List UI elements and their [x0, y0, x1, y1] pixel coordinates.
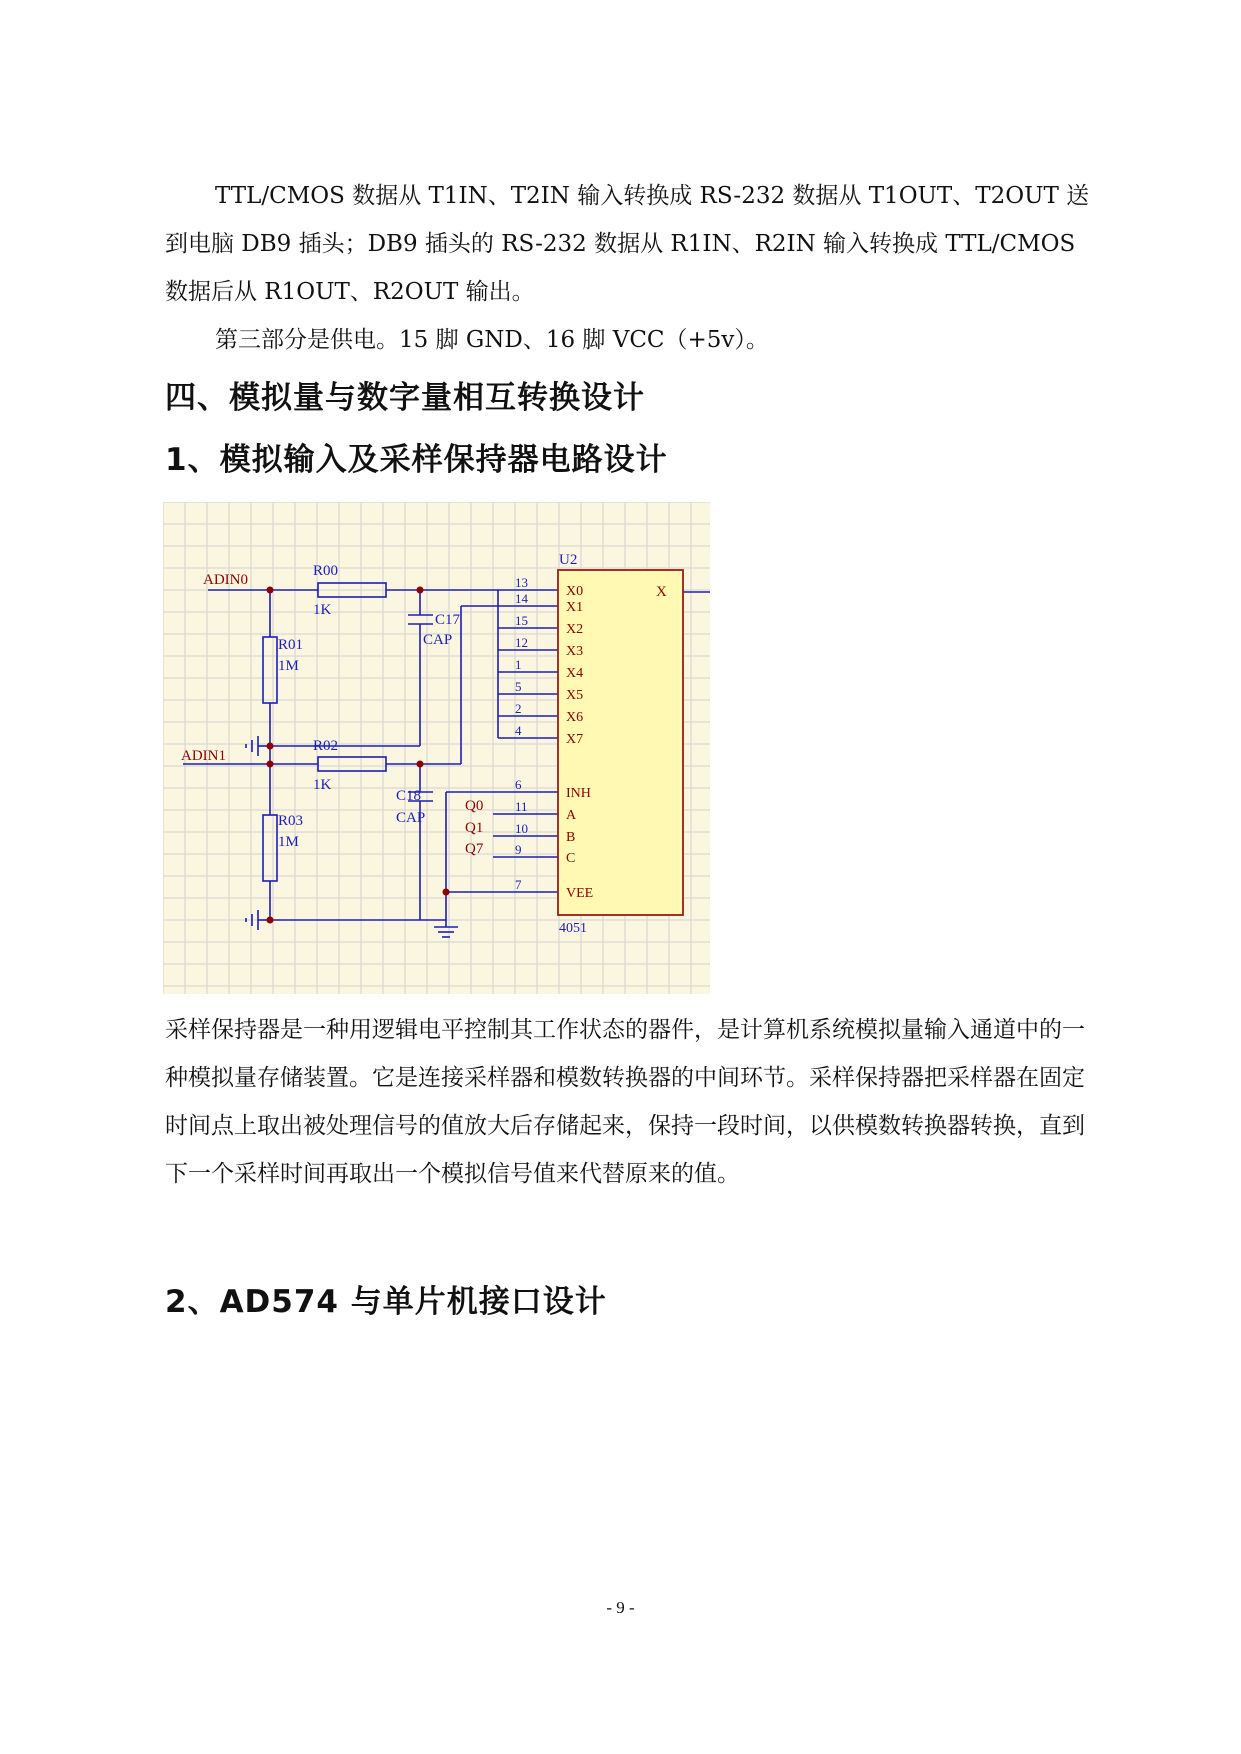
r02-value: 1K [313, 777, 332, 793]
section-heading: 四、模拟量与数字量相互转换设计 [165, 380, 645, 416]
chip-ref: U2 [559, 552, 578, 568]
c17-ref: C17 [435, 612, 461, 628]
pin-number: 13 [515, 575, 528, 590]
r00-ref: R00 [313, 563, 339, 579]
chip-pin-label: INH [566, 786, 591, 801]
chip-output: X [656, 584, 667, 600]
paragraph-sample-hold: 采样保持器是一种用逻辑电平控制其工作状态的器件，是计算机系统模拟量输入通道中的一种模拟量存储装置。它是连接采样器和模数转换器的中间环节。采样保持器把采样器在固定时间点上取出被处理信号的值放大后存储起来，保持一段时间，以供模数转换器转换，直到下一个采样时间再取出一个模拟信号值来代替原来的值。 [165, 1017, 1085, 1187]
chip-pin-label: X3 [566, 644, 584, 659]
pin-number: 2 [515, 701, 522, 716]
pin-number: 11 [515, 799, 528, 814]
subsection-heading-2: 2、AD574 与单片机接口设计 [165, 1284, 607, 1320]
chip-part: 4051 [559, 921, 587, 936]
chip-pin-label: X2 [566, 622, 584, 637]
paragraph-rs232: TTL/CMOS 数据从 T1IN、T2IN 输入转换成 RS-232 数据从 T1OUT、T2OUT 送到电脑 DB9 插头；DB9 插头的 RS-232 数据从 R1IN、R2IN 输入转换成 TTL/CMOS 数据后从 R1OUT、R2OUT 输出。 [165, 183, 1090, 305]
junction [443, 889, 450, 896]
net-q7: Q7 [465, 841, 484, 857]
r01-ref: R01 [278, 637, 304, 653]
junction [417, 587, 424, 594]
chip-pin-label: C [566, 851, 576, 866]
c17-value: CAP [423, 632, 453, 648]
pin-number: 10 [515, 821, 528, 836]
r03-ref: R03 [278, 813, 304, 829]
r03-value: 1M [278, 834, 299, 850]
net-adin0: ADIN0 [203, 572, 248, 588]
c18-value: CAP [396, 810, 426, 826]
net-q1: Q1 [465, 820, 484, 836]
chip-pin-label: A [566, 808, 577, 823]
circuit-schematic [163, 502, 710, 994]
paragraph-power: 第三部分是供电。15 脚 GND、16 脚 VCC（+5v）。 [215, 327, 769, 353]
chip-pin-label: X6 [566, 710, 584, 725]
pin-number: 6 [515, 777, 522, 792]
page-number: - 9 - [606, 1598, 635, 1617]
junction [267, 917, 274, 924]
junction [417, 761, 424, 768]
subsection-heading-1: 1、模拟输入及采样保持器电路设计 [165, 442, 668, 478]
chip-pin-label: B [566, 830, 576, 845]
c18-ref: C18 [396, 788, 422, 804]
pin-number: 14 [515, 591, 528, 606]
pin-number: 7 [515, 877, 522, 892]
pin-number: 5 [515, 679, 522, 694]
r01-value: 1M [278, 658, 299, 674]
pin-number: 4 [515, 723, 522, 738]
pin-number: 15 [515, 613, 528, 628]
junction [267, 743, 274, 750]
chip-pin-label: X5 [566, 688, 584, 703]
r00-value: 1K [313, 602, 332, 618]
chip-pin-label: X0 [566, 584, 584, 599]
chip-pin-label: X7 [566, 732, 584, 747]
chip-pin-label: X4 [566, 666, 584, 681]
net-adin1: ADIN1 [181, 748, 226, 764]
chip-pin-label: X1 [566, 600, 584, 615]
junction [267, 587, 274, 594]
schematic-svg [163, 502, 710, 994]
chip-pin-label: VEE [566, 886, 594, 901]
r02-ref: R02 [313, 738, 339, 754]
pin-number: 12 [515, 635, 528, 650]
pin-number: 9 [515, 842, 522, 857]
junction [267, 761, 274, 768]
pin-number: 1 [515, 657, 522, 672]
net-q0: Q0 [465, 798, 484, 814]
